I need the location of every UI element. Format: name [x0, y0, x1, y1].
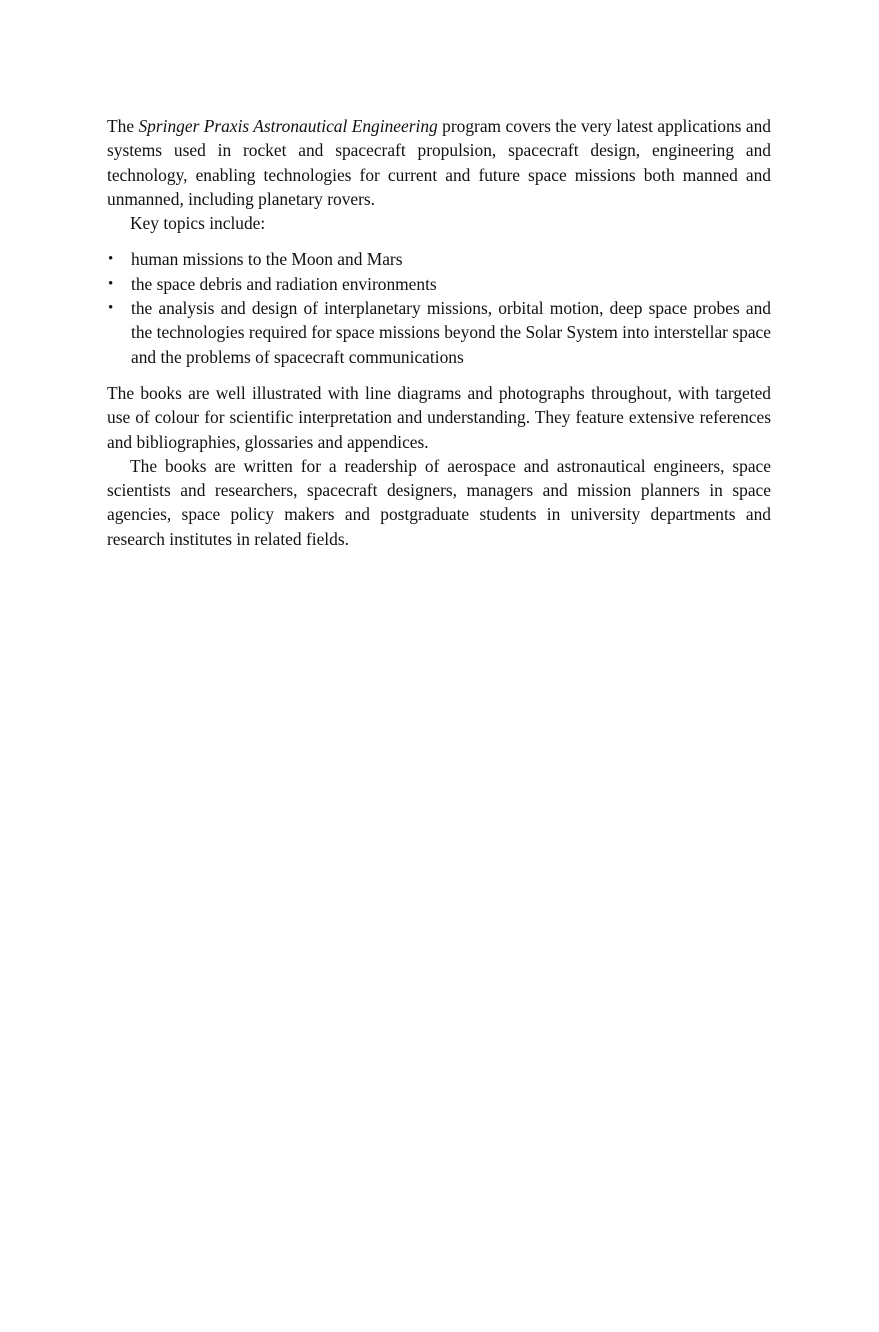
series-description [107, 114, 771, 551]
list-item [107, 247, 771, 271]
readership-paragraph: The books are written for a readership of aerospace and astronautical engineers, space scientists and researchers, spacecraft designers, managers and mission planners in space agencies, space policy makers and postgraduate students in university departments and research institutes in related fields. [107, 455, 771, 549]
bullet-icon: • [108, 300, 114, 317]
topic-text: the analysis and design of interplanetary missions, orbital motion, deep space probes and the technologies required for space missions beyond the Solar System into interstellar space and the problems of spacecraft communications [131, 298, 771, 367]
series-name: Springer Praxis Astronautical Engineering [138, 116, 438, 136]
topics-list [107, 247, 771, 368]
bullet-icon: • [108, 251, 114, 268]
key-topics-label: Key topics include: [130, 213, 266, 234]
intro-paragraph [107, 114, 771, 211]
topic-text: human missions to the Moon and Mars [131, 249, 403, 270]
illustrated-paragraph: The books are well illustrated with line diagrams and photographs throughout, with targeted use of colour for scientific interpretation and understanding. They feature extensive references and bibliographies, glossaries and appendices. [107, 382, 771, 452]
topic-text: the space debris and radiation environments [131, 273, 437, 294]
intro-lead: The [107, 116, 139, 136]
list-item [107, 296, 771, 369]
intro-rest: program covers the very latest applications and systems used in rocket and spacecraft propulsion, spacecraft design, engineering and technology, enabling technologies for current and future space missions both manned and unmanned, including planetary rovers. [107, 116, 771, 209]
list-item [107, 272, 771, 296]
bullet-icon: • [108, 275, 114, 292]
